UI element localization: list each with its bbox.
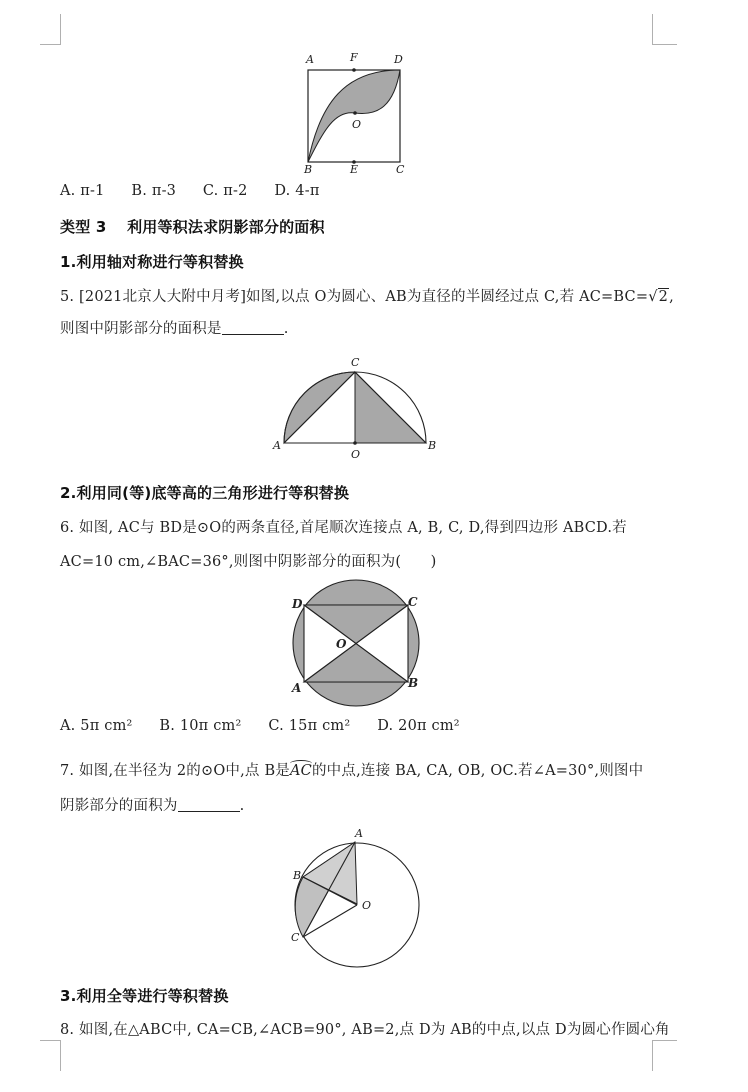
label-B: B [293, 869, 302, 882]
label-C: C [291, 931, 300, 944]
label-F: F [350, 51, 358, 64]
label-A: A [306, 53, 314, 66]
label-O: O [351, 448, 361, 461]
question-6-line-1: 6. 如图, AC与 BD是⊙O的两条直径,首尾顺次连接点 A, B, C, D,得到四边形 ABCD.若 [60, 520, 627, 536]
label-O: O [362, 899, 372, 912]
question-6-line-2: AC=10 cm,∠BAC=36°,则图中阴影部分的面积为( ) [60, 554, 437, 570]
label-D: D [394, 53, 403, 66]
label-A: A [355, 827, 363, 840]
option-d: D. 4-π [274, 183, 320, 199]
option-a: A. π-1 [60, 183, 105, 199]
option-b: B. π-3 [131, 183, 177, 199]
label-E: E [350, 163, 359, 176]
label-B: B [428, 439, 437, 452]
figure-circle-sector [285, 825, 435, 975]
page-corner-mark [652, 14, 677, 45]
section-heading-2: 2.利用同(等)底等高的三角形进行等积替换 [60, 484, 350, 502]
label-B: B [408, 676, 419, 690]
answer-blank[interactable] [178, 797, 240, 812]
label-A: A [292, 681, 302, 695]
figure-semicircle [270, 355, 445, 460]
label-C: C [351, 356, 360, 369]
question-7-line-1: 7. 如图,在半径为 2的⊙O中,点 B是AC的中点,连接 BA, CA, OB, OC.若∠A=30°,则图中 [60, 763, 644, 779]
page-corner-mark [40, 1040, 61, 1071]
page-corner-mark [652, 1040, 677, 1071]
question-5-line-2: 则图中阴影部分的面积是 . [60, 321, 289, 337]
label-C: C [408, 595, 418, 609]
label-A: A [273, 439, 281, 452]
arc-ac: AC [290, 763, 312, 779]
figure-circle-rectangle [282, 583, 432, 703]
figure-square-leaf [290, 48, 420, 176]
answer-blank[interactable] [222, 320, 284, 335]
label-O: O [336, 637, 347, 651]
option-d: D. 20π cm² [377, 718, 460, 734]
question-7-line-2: 阴影部分的面积为 . [60, 798, 245, 814]
question-5-line-1: 5. [2021北京人大附中月考]如图,以点 O为圆心、AB为直径的半圆经过点 C,若 AC=BC=√2, [60, 289, 674, 305]
option-c: C. π-2 [202, 183, 248, 199]
label-B: B [304, 163, 313, 176]
label-O: O [352, 118, 362, 131]
question-8-line-1: 8. 如图,在△ABC中, CA=CB,∠ACB=90°, AB=2,点 D为 AB的中点,以点 D为圆心作圆心角 [60, 1022, 670, 1038]
type3-heading: 类型 3 利用等积法求阴影部分的面积 [60, 218, 325, 236]
option-c: C. 15π cm² [268, 718, 351, 734]
q4-options [60, 183, 342, 199]
q6-options [60, 718, 482, 734]
label-D: D [292, 597, 303, 611]
option-a: A. 5π cm² [60, 718, 133, 734]
label-C: C [396, 163, 405, 176]
section-heading-3: 3.利用全等进行等积替换 [60, 987, 229, 1005]
option-b: B. 10π cm² [159, 718, 242, 734]
page-corner-mark [40, 14, 61, 45]
section-heading-1: 1.利用轴对称进行等积替换 [60, 253, 244, 271]
